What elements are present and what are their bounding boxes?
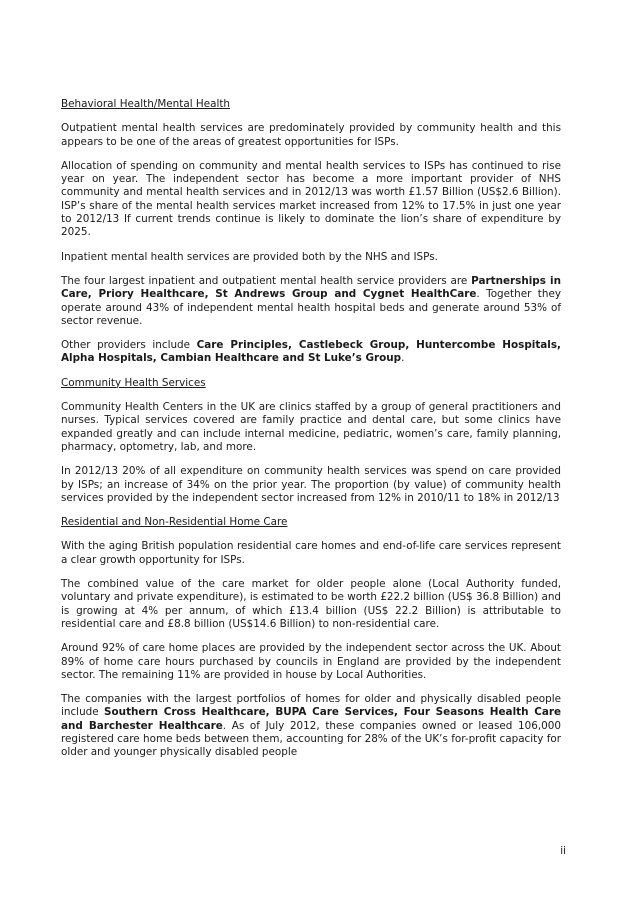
text-run: Outpatient mental health services are predominately provided by community health and this appears to be one of the areas of greatest opportunities for ISPs. [61, 122, 561, 148]
paragraph [61, 401, 561, 454]
paragraph [61, 160, 561, 240]
text-run: . Together they operate around 43% of independent mental health hospital beds and generate around 53% of sector revenue. [61, 288, 561, 327]
paragraph [61, 122, 561, 149]
paragraph [61, 275, 561, 328]
page-body [61, 98, 561, 771]
bold-company-names: Southern Cross Healthcare, BUPA Care Services, Four Seasons Health Care and Barchester Healthcare [61, 706, 561, 732]
text-run: Inpatient mental health services are provided both by the NHS and ISPs. [61, 250, 438, 263]
text-run: Around 92% of care home places are provided by the independent sector across the UK. About 89% of home care hours purchased by councils in England are provided by the independent sector. The remaining 11% are provided in house by Local Authorities. [61, 642, 561, 681]
text-run: The combined value of the care market for older people alone (Local Authority funded, voluntary and private expenditure), is estimated to be worth £22.2 billion (US$ 36.8 Billion) and is growing at 4% per annum, of which £13.4 billion (US$ 22.2 Billion) is attributable to residential care and £8.8 billion (US$14.6 Billion) to non-residential care. [61, 578, 561, 630]
text-run: Community Health Centers in the UK are clinics staffed by a group of general practitioners and nurses. Typical services covered are family practice and dental care, but some clinics have expanded greatly and can include internal medicine, pediatric, women’s care, family planning, pharmacy, optometry, lab, and more. [61, 401, 561, 453]
text-run: Allocation of spending on community and mental health services to ISPs has continued to rise year on year. The independent sector has become a more important provider of NHS community and mental health services and in 2012/13 was worth £1.57 Billion (US$2.6 Billion). ISP’s share of the mental health services market increased from 12% to 17.5% in just one year to 2012/13 If current trends continue is likely to dominate the lion’s share of expenditure by 2025. [61, 159, 561, 239]
text-run: In 2012/13 20% of all expenditure on community health services was spend on care provided by ISPs; an increase of 34% on the prior year. The proportion (by value) of community health services provided by the independent sector increased from 12% in 2010/11 to 18% in 2012/13 [61, 465, 561, 504]
text-run: Other providers include [61, 339, 197, 352]
text-run: The companies with the largest portfolios of homes for older and physically disabled people include [61, 693, 561, 719]
text-run: The four largest inpatient and outpatient mental health service providers are [61, 274, 472, 287]
section-heading: Behavioral Health/Mental Health [61, 98, 231, 110]
text-run: . As of July 2012, these companies owned or leased 106,000 registered care home beds between them, accounting for 28% of the UK’s for-profit capacity for older and younger physically disabled people [61, 719, 561, 759]
page-number: ii [560, 845, 566, 857]
paragraph [61, 578, 561, 631]
section-heading: Community Health Services [61, 376, 206, 389]
section-heading: Residential and Non-Residential Home Care [61, 516, 288, 529]
paragraph [61, 540, 561, 567]
paragraph [61, 339, 561, 366]
paragraph [61, 251, 561, 264]
text-run: With the aging British population residential care homes and end-of-life care services represent a clear growth opportunity for ISPs. [61, 540, 561, 566]
paragraph [61, 693, 561, 759]
paragraph [61, 465, 561, 505]
paragraph [61, 642, 561, 682]
bold-company-names: Care Principles, Castlebeck Group, Huntercombe Hospitals, Alpha Hospitals, Cambian Healthcare and St Luke’s Group [61, 339, 561, 365]
bold-company-names: Partnerships in Care, Priory Healthcare, St Andrews Group and Cygnet HealthCare [61, 274, 561, 301]
text-run: . [401, 352, 405, 365]
